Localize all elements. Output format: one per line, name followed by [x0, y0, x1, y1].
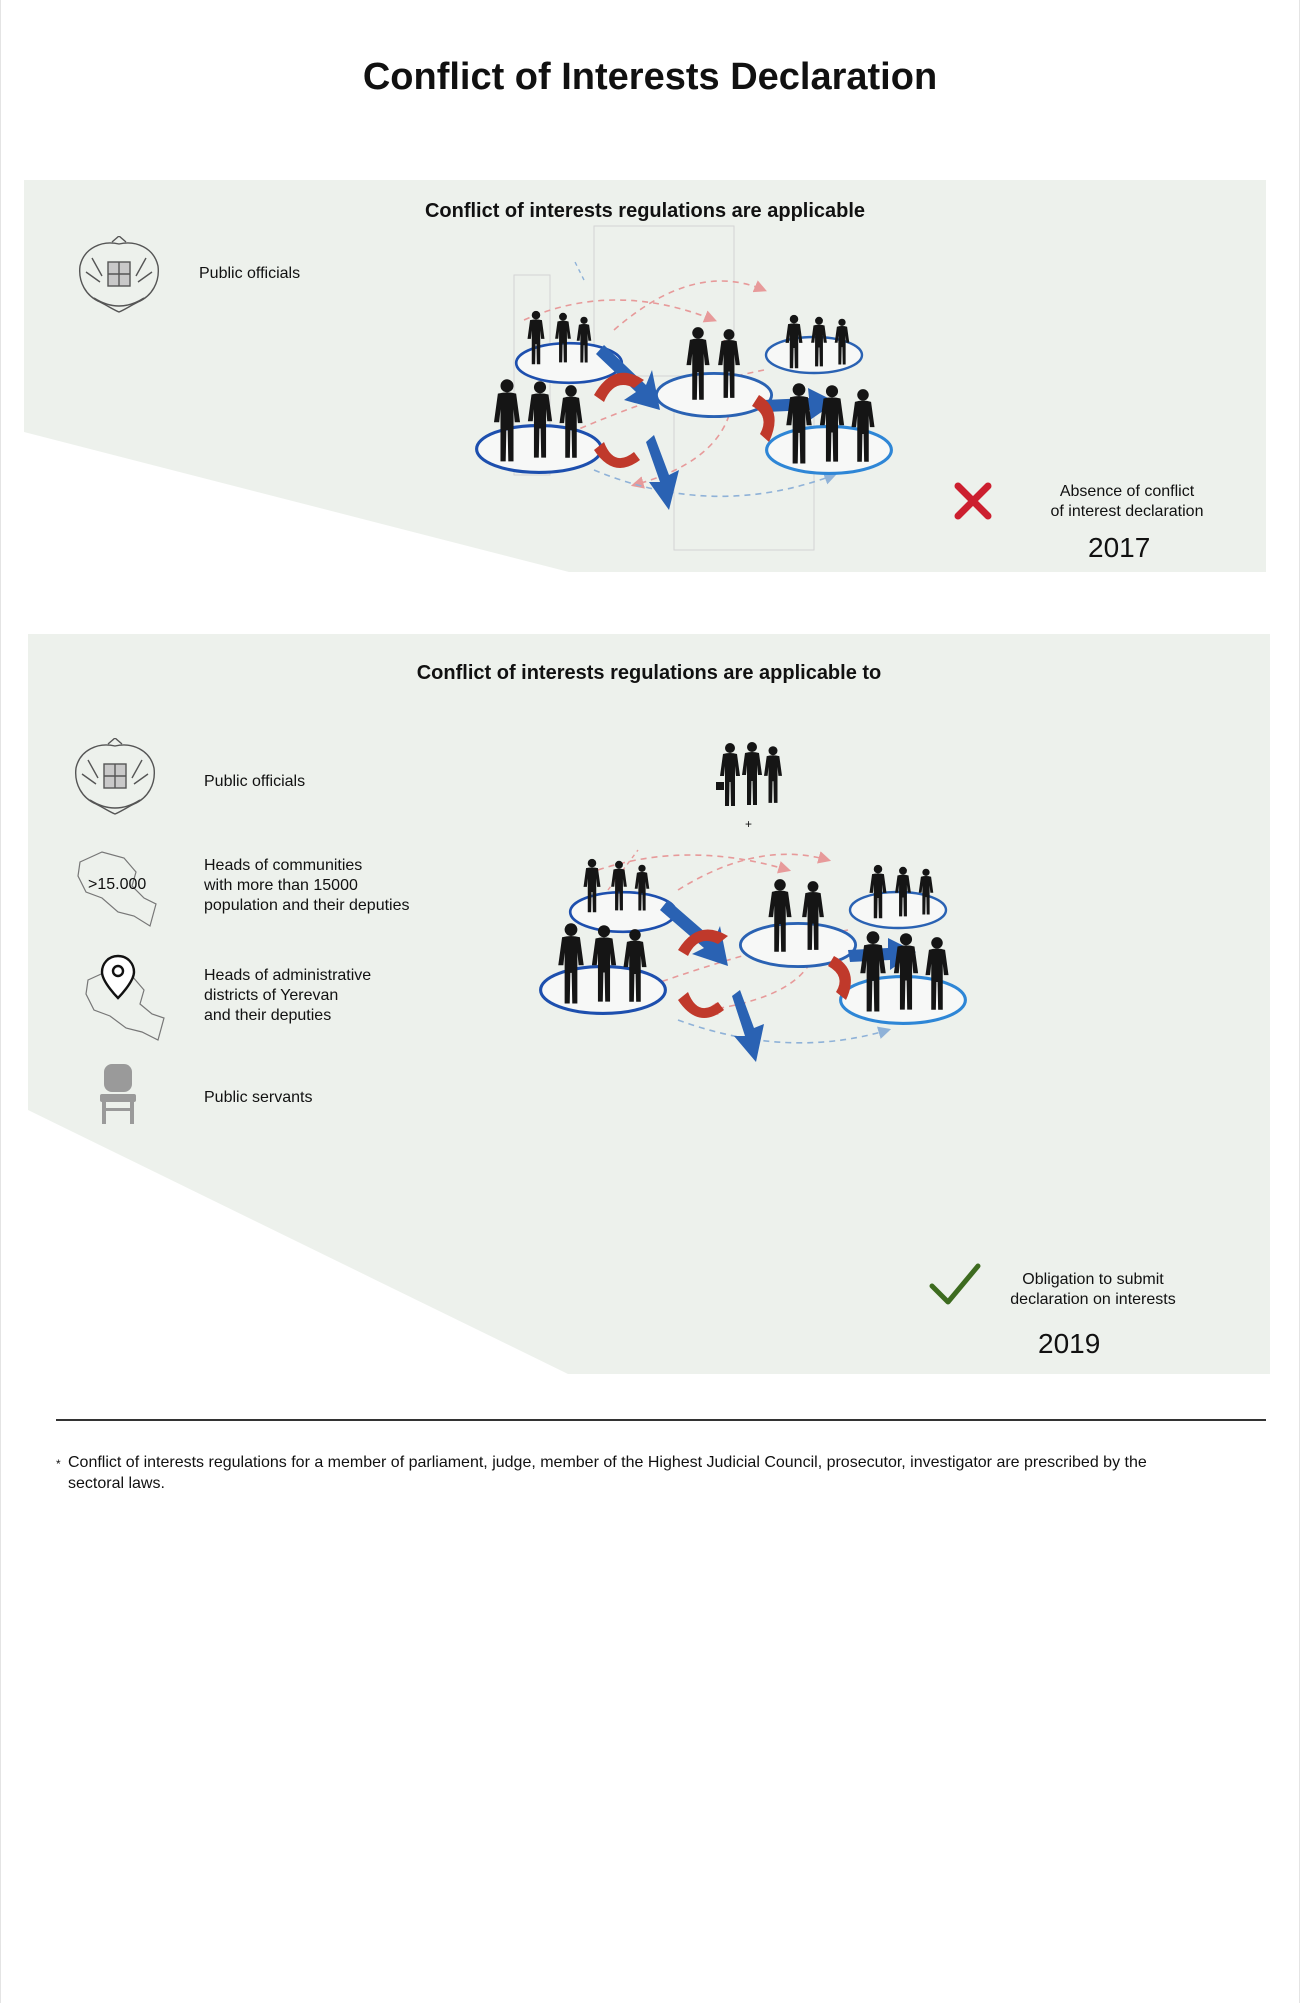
- cross-icon: [952, 480, 994, 522]
- plus-sign: +: [745, 817, 753, 831]
- label-line: and their deputies: [204, 1007, 332, 1024]
- status-line-1: Obligation to submit: [1022, 1271, 1164, 1288]
- chair-icon: [98, 1062, 138, 1126]
- label-line: districts of Yerevan: [204, 987, 339, 1004]
- coat-of-arms-icon: [68, 738, 162, 818]
- footnote-divider: [56, 1419, 1266, 1421]
- map-population-text: >15.000: [88, 876, 147, 893]
- year-2019: 2019: [1038, 1328, 1101, 1359]
- location-pin-map-icon: [80, 952, 200, 1042]
- panel-2019-heading: Conflict of interests regulations are applicable to: [416, 662, 882, 684]
- group-label-public-servants: Public servants: [204, 1089, 313, 1106]
- footnote-text: Conflict of interests regulations for a member of parliament, judge, member of the Highest Judicial Council, prosecutor, investigator are prescribed by the sectoral laws.: [68, 1454, 1147, 1492]
- page-title: Conflict of Interests Declaration: [362, 56, 938, 98]
- status-line-2: of interest declaration: [1050, 503, 1204, 520]
- group-label-heads-of-districts: [204, 966, 371, 1026]
- coat-of-arms-icon: [72, 236, 166, 316]
- officials-network-diagram: [528, 830, 998, 1080]
- group-label-public-officials: Public officials: [204, 773, 306, 790]
- status-line-2: declaration on interests: [1010, 1291, 1176, 1308]
- three-people-icon: [716, 738, 788, 814]
- footnote: [56, 1452, 1206, 1494]
- officials-network-diagram: [464, 220, 934, 560]
- status-line-1: Absence of conflict: [1059, 483, 1195, 500]
- label-line: population and their deputies: [204, 897, 410, 914]
- group-label-public-officials: Public officials: [199, 265, 301, 282]
- status-absence-of-declaration: [1012, 482, 1242, 522]
- status-obligation-to-submit: [968, 1270, 1218, 1310]
- footnote-marker: *: [56, 1457, 61, 1471]
- panel-2019: [28, 634, 1270, 1374]
- label-line: Heads of administrative: [204, 967, 372, 984]
- armenia-map-icon: [72, 842, 182, 932]
- group-label-heads-of-communities: [204, 856, 410, 916]
- panel-2017: [24, 180, 1266, 572]
- panel-2017-heading: Conflict of interests regulations are applicable: [424, 200, 866, 222]
- label-line: Heads of communities: [204, 857, 363, 874]
- label-line: with more than 15000: [204, 877, 358, 894]
- year-2017: 2017: [1088, 532, 1151, 563]
